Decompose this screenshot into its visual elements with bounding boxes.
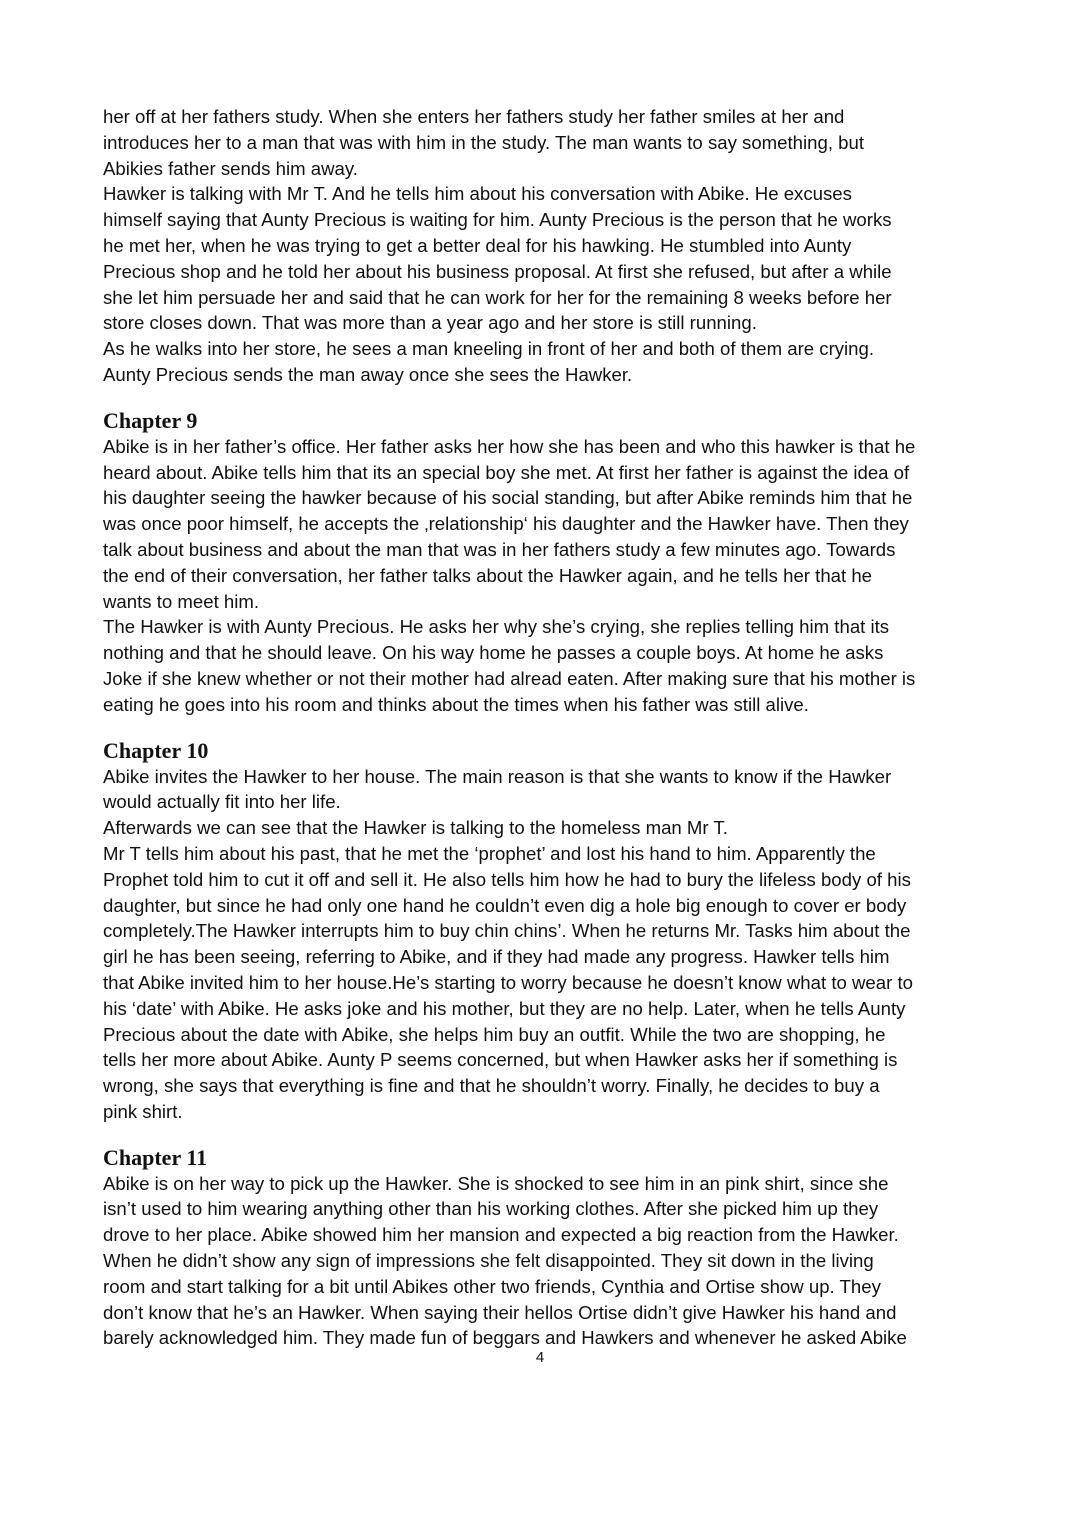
- text-line: Abike is on her way to pick up the Hawker. She is shocked to see him in an pink shirt, since she: [103, 1172, 889, 1194]
- text-line: isn’t used to him wearing anything other than his working clothes. After she picked him up they: [103, 1198, 879, 1220]
- text-line: her off at her fathers study. When she enters her fathers study her father smiles at her and: [103, 106, 845, 127]
- text-line: Mr T tells him about his past, that he met the ‘prophet’ and lost his hand to him. Apparently the: [103, 842, 876, 864]
- text-line: As he walks into her store, he sees a man kneeling in front of her and both of them are crying.: [103, 338, 875, 360]
- text-line: introduces her to a man that was with him in the study. The man wants to say something, but: [103, 131, 865, 153]
- text-line: heard about. Abike tells him that its an special boy she met. At first her father is against the idea of: [103, 461, 910, 483]
- text-line: completely.The Hawker interrupts him to buy chin chins’. When he returns Mr. Tasks him about the: [103, 920, 911, 942]
- chapter-heading: Chapter 9: [103, 407, 198, 433]
- text-line: Joke if she knew whether or not their mother had alread eaten. After making sure that his mother is: [103, 667, 916, 689]
- text-line: his daughter seeing the hawker because of his social standing, but after Abike reminds him that he: [103, 487, 913, 509]
- text-line: Abikies father sends him away.: [103, 157, 358, 179]
- text-line: store closes down. That was more than a year ago and her store is still running.: [103, 312, 757, 334]
- intro-block: [103, 104, 977, 388]
- text-line: nothing and that he should leave. On his way home he passes a couple boys. At home he asks: [103, 642, 884, 664]
- text-line: daughter, but since he had only one hand he couldn’t even dig a hole big enough to cover er body: [103, 894, 907, 916]
- chapter-10-paragraph-2: [103, 815, 977, 841]
- chapter-11-paragraph-1: [103, 1171, 977, 1352]
- text-line: Hawker is talking with Mr T. And he tells him about his conversation with Abike. He excuses: [103, 183, 852, 205]
- text-line: room and start talking for a bit until Abikes other two friends, Cynthia and Ortise show up. They: [103, 1275, 881, 1297]
- intro-paragraph-1: [103, 104, 977, 181]
- chapter-9-paragraph-1: [103, 434, 977, 615]
- chapter-10-paragraph-1: [103, 764, 977, 816]
- text-line: barely acknowledged him. They made fun of beggars and Hawkers and whenever he asked Abike: [103, 1327, 907, 1349]
- chapter-10-section: [103, 737, 977, 1125]
- text-line: himself saying that Aunty Precious is waiting for him. Aunty Precious is the person that he works: [103, 209, 892, 231]
- text-line: would actually fit into her life.: [103, 791, 341, 813]
- text-line: the end of their conversation, her father talks about the Hawker again, and he tells her that he: [103, 564, 873, 586]
- text-line: girl he has been seeing, referring to Abike, and if they had made any progress. Hawker tells him: [103, 946, 890, 968]
- text-line: Prophet told him to cut it off and sell it. He also tells him how he had to bury the lifeless body of his: [103, 868, 911, 890]
- text-line: pink shirt.: [103, 1100, 183, 1122]
- text-line: she let him persuade her and said that he can work for her for the remaining 8 weeks before her: [103, 286, 892, 308]
- intro-paragraph-2: [103, 181, 977, 336]
- text-line: that Abike invited him to her house.He’s starting to worry because he doesn’t know what to wear to: [103, 971, 913, 993]
- text-line: wrong, she says that everything is fine and that he shouldn’t worry. Finally, he decides to buy a: [103, 1075, 880, 1097]
- text-line: When he didn’t show any sign of impressions she felt disappointed. They sit down in the living: [103, 1250, 874, 1272]
- intro-paragraph-3: [103, 336, 977, 388]
- text-line: don’t know that he’s an Hawker. When saying their hellos Ortise didn’t give Hawker his hand and: [103, 1301, 897, 1323]
- text-line: Afterwards we can see that the Hawker is talking to the homeless man Mr T.: [103, 817, 728, 839]
- text-line: Precious about the date with Abike, she helps him buy an outfit. While the two are shopping, he: [103, 1023, 886, 1045]
- text-line: Abike is in her father’s office. Her father asks her how she has been and who this hawker is that he: [103, 435, 916, 457]
- chapter-heading: Chapter 10: [103, 737, 209, 763]
- chapter-9-section: [103, 407, 977, 718]
- text-line: tells her more about Abike. Aunty P seems concerned, but when Hawker asks her if something is: [103, 1049, 898, 1071]
- text-line: he met her, when he was trying to get a better deal for his hawking. He stumbled into Aunty: [103, 234, 852, 256]
- chapter-9-paragraph-2: [103, 614, 977, 717]
- text-line: eating he goes into his room and thinks about the times when his father was still alive.: [103, 693, 809, 715]
- text-line: Abike invites the Hawker to her house. The main reason is that she wants to know if the Hawker: [103, 765, 892, 787]
- page-number: 4: [535, 1349, 545, 1366]
- chapter-10-paragraph-3: [103, 841, 977, 1125]
- text-line: talk about business and about the man that was in her fathers study a few minutes ago. Towards: [103, 538, 896, 560]
- text-line: wants to meet him.: [103, 590, 260, 612]
- text-line: his ‘date’ with Abike. He asks joke and his mother, but they are no help. Later, when he tells Aunty: [103, 997, 906, 1019]
- text-line: The Hawker is with Aunty Precious. He asks her why she’s crying, she replies telling him that its: [103, 616, 890, 638]
- text-line: drove to her place. Abike showed him her mansion and expected a big reaction from the Hawker.: [103, 1224, 899, 1246]
- text-line: Precious shop and he told her about his business proposal. At first she refused, but after a while: [103, 260, 892, 282]
- chapter-11-section: [103, 1144, 977, 1352]
- chapter-heading: Chapter 11: [103, 1144, 208, 1170]
- text-line: Aunty Precious sends the man away once she sees the Hawker.: [103, 363, 633, 385]
- text-line: was once poor himself, he accepts the ‚relationship‘ his daughter and the Hawker have. Then they: [103, 513, 909, 535]
